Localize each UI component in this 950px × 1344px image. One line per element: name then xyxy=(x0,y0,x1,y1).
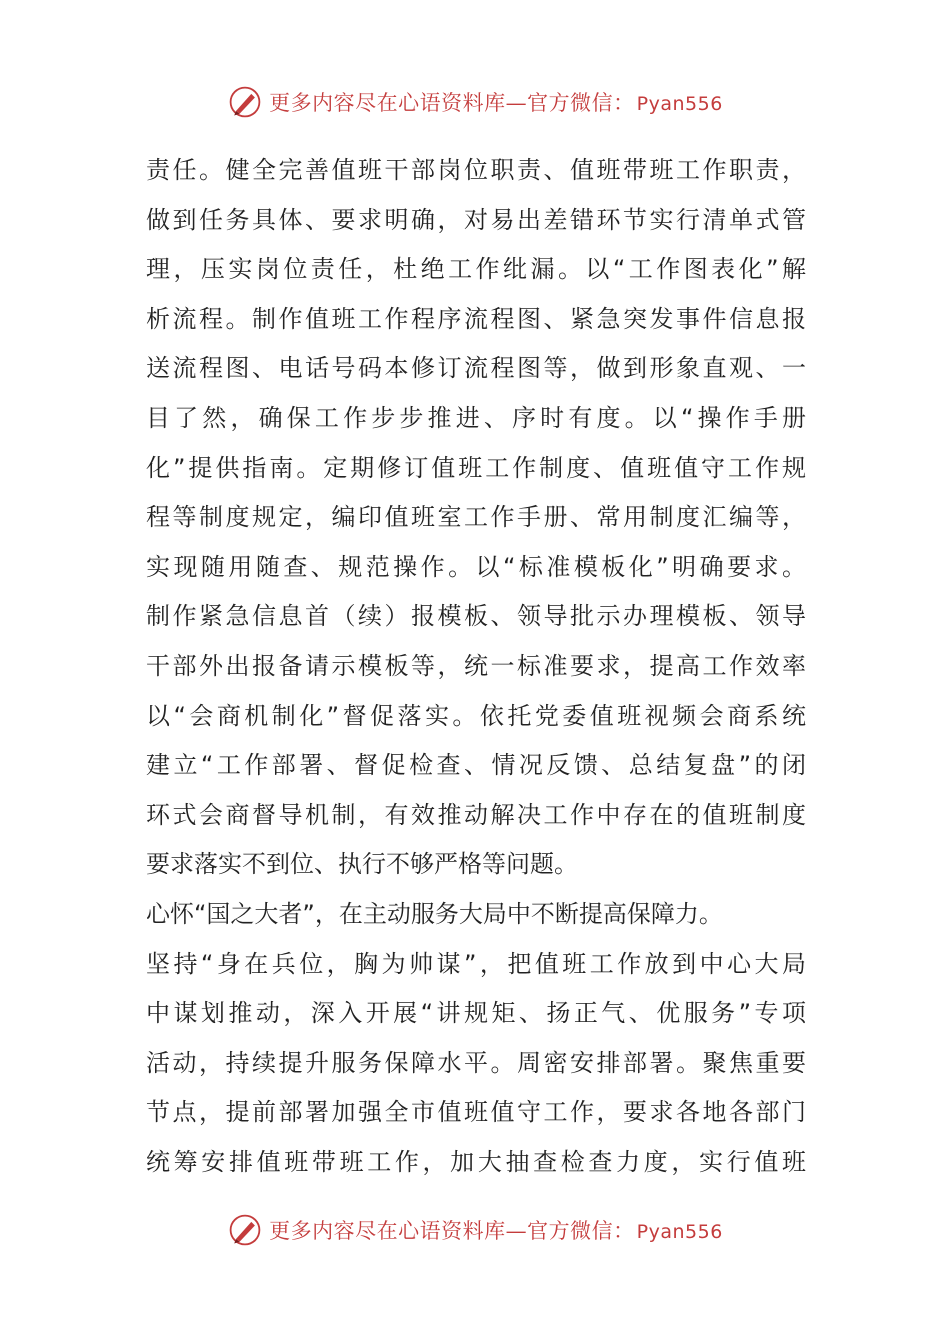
text-line: 化”提供指南。定期修订值班工作制度、值班值守工作规 xyxy=(146,453,806,482)
header-banner-text xyxy=(269,87,723,117)
text-line: 理，压实岗位责任，杜绝工作纰漏。以“工作图表化”解 xyxy=(146,255,806,284)
text-line: 坚持“身在兵位，胸为帅谋”，把值班工作放到中心大局 xyxy=(146,949,806,978)
text-line: 统筹安排值班带班工作，加大抽查检查力度，实行值班 xyxy=(146,1147,806,1176)
header-wechat-id: Pyan556 xyxy=(636,93,723,115)
text-line: 制作紧急信息首（续）报模板、领导批示办理模板、领导 xyxy=(146,602,806,631)
text-line: 活动，持续提升服务保障水平。周密安排部署。聚焦重要 xyxy=(146,1048,806,1077)
text-line: 中谋划推动，深入开展“讲规矩、扬正气、优服务”专项 xyxy=(146,999,806,1028)
header-banner xyxy=(0,82,950,122)
footer-banner-slogan: 更多内容尽在心语资料库—官方微信： xyxy=(269,1219,635,1243)
pen-logo-icon xyxy=(227,1212,263,1248)
text-line: 建立“工作部署、督促检查、情况反馈、总结复盘”的闭 xyxy=(146,751,806,780)
pen-logo-icon xyxy=(227,84,263,120)
text-line: 析流程。制作值班工作程序流程图、紧急突发事件信息报 xyxy=(146,304,806,333)
text-line: 节点，提前部署加强全市值班值守工作，要求各地各部门 xyxy=(146,1098,806,1127)
footer-wechat-id: Pyan556 xyxy=(636,1221,723,1243)
text-line: 实现随用随查、规范操作。以“标准模板化”明确要求。 xyxy=(146,552,806,581)
text-line: 心怀“国之大者”，在主动服务大局中不断提高保障力。 xyxy=(146,899,723,928)
text-line: 送流程图、电话号码本修订流程图等，做到形象直观、一 xyxy=(146,354,806,383)
text-line: 要求落实不到位、执行不够严格等问题。 xyxy=(146,850,578,879)
footer-banner-text xyxy=(269,1215,723,1245)
text-line: 环式会商督导机制，有效推动解决工作中存在的值班制度 xyxy=(146,800,806,829)
text-line: 做到任务具体、要求明确，对易出差错环节实行清单式管 xyxy=(146,205,806,234)
footer-banner xyxy=(0,1210,950,1250)
document-body xyxy=(146,146,806,1187)
text-line: 责任。健全完善值班干部岗位职责、值班带班工作职责， xyxy=(146,156,806,184)
text-line: 以“会商机制化”督促落实。依托党委值班视频会商系统 xyxy=(146,701,806,730)
text-line: 干部外出报备请示模板等，统一标准要求，提高工作效率 xyxy=(146,651,806,680)
header-banner-slogan: 更多内容尽在心语资料库—官方微信： xyxy=(269,91,635,115)
text-line: 程等制度规定，编印值班室工作手册、常用制度汇编等， xyxy=(146,503,806,532)
text-line: 目了然，确保工作步步推进、序时有度。以“操作手册 xyxy=(146,403,806,432)
